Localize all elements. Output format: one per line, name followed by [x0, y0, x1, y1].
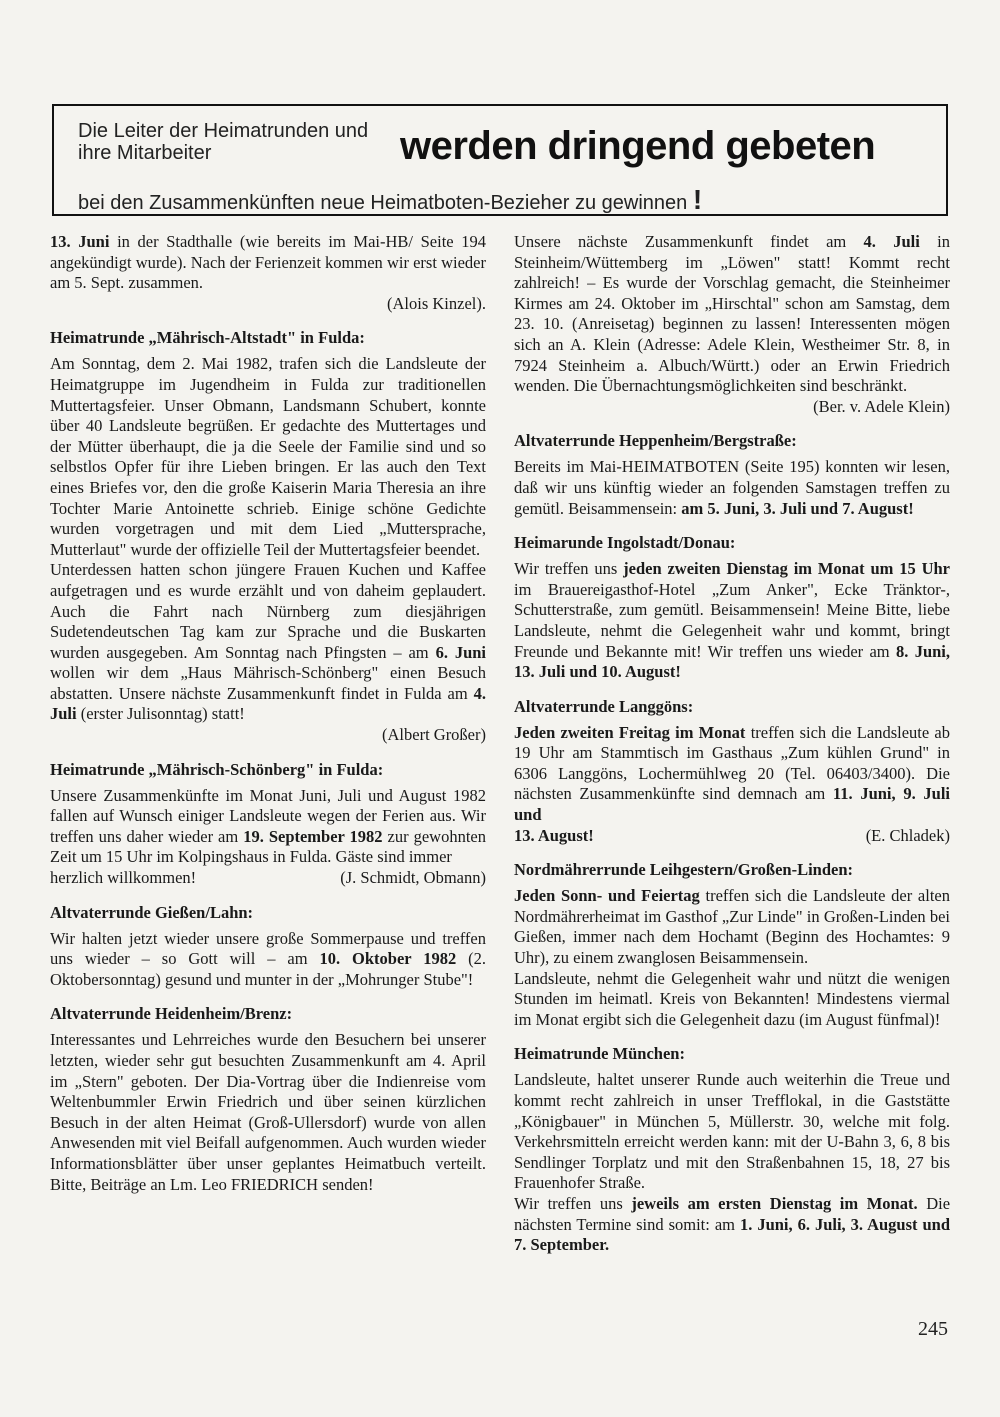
text-run: (2. Oktobersonntag) gesund und munter in der „Mohrunger Stube"! [50, 949, 487, 989]
date-bold: 13. August! [514, 825, 594, 845]
banner-subline-text: bei den Zusammenkünften neue Heimatboten-Bezieher zu gewinnen [78, 192, 688, 214]
date-bold: 19. September 1982 [243, 826, 383, 846]
text-run: Wir treffen uns [514, 559, 618, 579]
section-paragraph [50, 560, 486, 725]
left-column [50, 232, 486, 1195]
section-title: Altvaterrunde Gießen/Lahn: [50, 902, 254, 922]
section-paragraph [514, 723, 950, 826]
closing-line [50, 868, 486, 889]
section-title: Altvaterrunde Heidenheim/Brenz: [50, 1004, 293, 1024]
text-run: wollen wir dem „Haus Mährisch-Schönberg" einen Besuch abstatten. Unsere nächste Zusammenkunft findet in Fulda am [50, 663, 486, 703]
section-paragraph [514, 232, 950, 397]
date-bold: 10. Oktober 1982 [319, 949, 457, 969]
section-paragraph [514, 559, 950, 683]
intro-text: in der Stadthalle (wie bereits im Mai-HB/ Seite 194 angekündigt wurde). Nach der Ferienzeit kommen wir erst wieder am 5. Sept. zusammen. [50, 232, 486, 293]
section-paragraph: Am Sonntag, dem 2. Mai 1982, trafen sich die Landsleute der Heimatgruppe im Jugendheim in Fulda zur traditionellen Muttertagsfeier. Unser Obmann, Landsmann Schubert, konnte über 40 Landsleute begrüßen. Er gedachte des Muttertages und der Mütter überhaupt, die ja die Seele der Familie sind und so selbstlos Opfer für ihre Lieben bringen. Er las auch den Text eines Briefes vor, den die große Kaiserin Maria Theresia an ihre Tochter Marie Antoinette schrieb. Einige schöne Gedichte wurden vorgetragen und mit dem Lied „Muttersprache, Mutterlaut" wurde der offizielle Teil der Muttertagsfeier beendet. [50, 354, 486, 559]
text-run: in Steinheim/Wüttemberg im „Löwen" statt! Kommt recht zahlreich! – Es wurde der Vorschlag gemacht, die Steinheimer Kirmes am 24. Oktober im „Hirschtal" schon am Samstag, dem 23. 10. (Anreisetag) beginnen zu lassen! Interessenten mögen sich an A. Klein (Adresse: Adele Klein, Westheimer Str. 8, in 7924 Steinheim a. Albuch/Württ.) oder an Erwin Friedrich wenden. Die Übernachtungsmöglichkeiten sind beschränkt. [514, 232, 950, 396]
text-run: herzlich willkommen! [50, 868, 197, 888]
section-title: Heimatrunde München: [514, 1044, 685, 1064]
date-bold: 11. Juni, 9. Juli und [514, 784, 950, 825]
date-bold: jeden zweiten Dienstag im Monat um 15 Uhr [623, 559, 950, 579]
date-bold: jeweils am ersten Dienstag im Monat. [631, 1193, 918, 1213]
section-title: Heimatrunde „Mährisch-Schönberg" in Fulda: [50, 759, 384, 779]
date-bold: 8. Juni, 13. Juli und 10. August! [514, 641, 951, 682]
announcement-box [52, 104, 948, 216]
section-paragraph [514, 886, 950, 968]
section-paragraph [514, 457, 950, 519]
signature: (E. Chladek) [865, 825, 950, 845]
intro-date: 13. Juni [50, 232, 110, 251]
page-number: 245 [918, 1318, 948, 1340]
text-run: Bereits im Mai-HEIMATBOTEN (Seite 195) konnten wir lesen, daß wir uns künftig wieder an folgenden Samstagen treffen zu gemütl. Beisammensein: [514, 457, 950, 518]
section-title: Nordmährerrunde Leihgestern/Großen-Linden: [514, 860, 854, 880]
section-title: Heimarunde Ingolstadt/Donau: [514, 533, 736, 553]
date-bold: 6. Juni [435, 642, 487, 662]
text-run: (erster Julisonntag) statt! [80, 704, 245, 724]
banner-exclamation: ! [692, 184, 703, 215]
section-title: Altvaterrunde Langgöns: [514, 696, 694, 716]
text-run: Die nächsten Termine sind somit: am [514, 1193, 951, 1234]
text-run: Unsere Zusammenkünfte im Monat Juni, Juli und August 1982 fallen auf Wunsch einiger Landsleute wegen der Ferien aus. Wir treffen uns daher wieder am [50, 785, 486, 846]
signature: (J. Schmidt, Obmann) [340, 868, 486, 888]
section-paragraph [50, 929, 486, 991]
text-run: zur gewohnten Zeit um 15 Uhr im Kolpingshaus in Fulda. Gäste sind immer [50, 826, 486, 867]
banner-subline [78, 184, 702, 216]
text-run: Wir halten jetzt wieder unsere große Sommerpause und treffen uns wieder – so Gott will – am [50, 928, 486, 969]
text-run: Unsere nächste Zusammenkunft findet am [514, 232, 847, 251]
intro-paragraph [50, 232, 486, 294]
section-paragraph: Landsleute, haltet unserer Runde auch weiterhin die Treue und kommt recht zahlreich in unser Trefflokal, in die Gaststätte „Königbauer" in München 5, Müllerstr. 30, welche mit folg. Verkehrsmitteln erreicht werden kann: mit der U-Bahn 3, 6, 8 bis Sendlinger Torplatz und mit den Straßenbahnen 15, 18, 27 bis Frauenhofer Straße. [514, 1070, 950, 1193]
text-run: treffen sich die Landsleute der alten Nordmährerheimat im Gasthof „Zur Linde" in Großen-Linden bei Gießen, immer nach dem Hochamt (Beginn des Hochamtes: 9 Uhr), zu einem zwanglosen Beisammensein. [514, 886, 950, 968]
text-run: im Brauereigasthof-Hotel „Zum Anker", Ecke Tränktor-, Schutterstraße, zum gemütl. Beisammensein! Meine Bitte, liebe Landsleute, nehmt die Gelegenheit wahr und kommt, bringt Freunde und Bekannte mit! Wir treffen uns wieder am [514, 579, 950, 661]
text-run: Wir treffen uns [514, 1193, 623, 1213]
section-title: Heimatrunde „Mährisch-Altstadt" in Fulda: [50, 328, 365, 348]
section-title: Altvaterrunde Heppenheim/Bergstraße: [514, 431, 797, 451]
section-paragraph [514, 1194, 950, 1256]
section-paragraph: Landsleute, nehmt die Gelegenheit wahr und nützt die wenigen Stunden im heimatl. Kreis von Bekannten! Mindestens viermal im Monat ergibt sich die Gelegenheit dazu (im August fünfmal)! [514, 968, 950, 1029]
right-column [514, 232, 950, 1256]
date-bold: 4. Juli [863, 232, 920, 251]
section-paragraph [50, 786, 486, 868]
date-bold: Jeden Sonn- und Feiertag [514, 886, 700, 906]
signature: (Alois Kinzel). [387, 293, 486, 313]
date-bold: am 5. Juni, 3. Juli und 7. August! [681, 498, 914, 518]
date-bold: 4. Juli [50, 683, 487, 724]
signature: (Albert Großer) [382, 725, 486, 745]
date-bold: Jeden zweiten Freitag im Monat [514, 722, 746, 742]
date-bold: 1. Juni, 6. Juli, 3. August und 7. September. [514, 1214, 951, 1255]
text-run: Unterdessen hatten schon jüngere Frauen Kuchen und Kaffee aufgetragen und es wurde erzählt und von daheim geplaudert. Auch die Fahrt nach Nürnberg zum diesjährigen Sudetendeutschen Tag kam zur Sprache und die Buskarten wurden ausgegeben. Am Sonntag nach Pfingsten – am [50, 560, 486, 662]
section-paragraph: Interessantes und Lehrreiches wurde den Besuchern bei unserer letzten, wieder sehr gut besuchten Zusammenkunft am 4. April im „Stern" geboten. Der Dia-Vortrag über die Indienreise vom Weltenbummler Erwin Friedrich und über seinen kürzlichen Besuch in der alten Heimat (Groß-Ullersdorf) wurde von allen Anwesenden mit viel Beifall aufgenommen. Auch wurden wieder Informationsblätter über unser geplantes Heimatbuch verteilt. Bitte, Beiträge an Lm. Leo FRIEDRICH senden! [50, 1030, 486, 1194]
banner-headline: werden dringend gebeten [400, 124, 876, 168]
signature: (Ber. v. Adele Klein) [813, 396, 950, 416]
banner-leiter-text: Die Leiter der Heimatrunden und ihre Mitarbeiter [78, 120, 369, 164]
text-run: treffen sich die Landsleute ab 19 Uhr am Stammtisch im Gasthaus „Zum kühlen Grund" in 6306 Langgöns, Lochermühlweg 20 (Tel. 06403/3400). Die nächsten Zusammenkünfte sind demnach am [514, 722, 951, 804]
closing-line [514, 826, 950, 847]
